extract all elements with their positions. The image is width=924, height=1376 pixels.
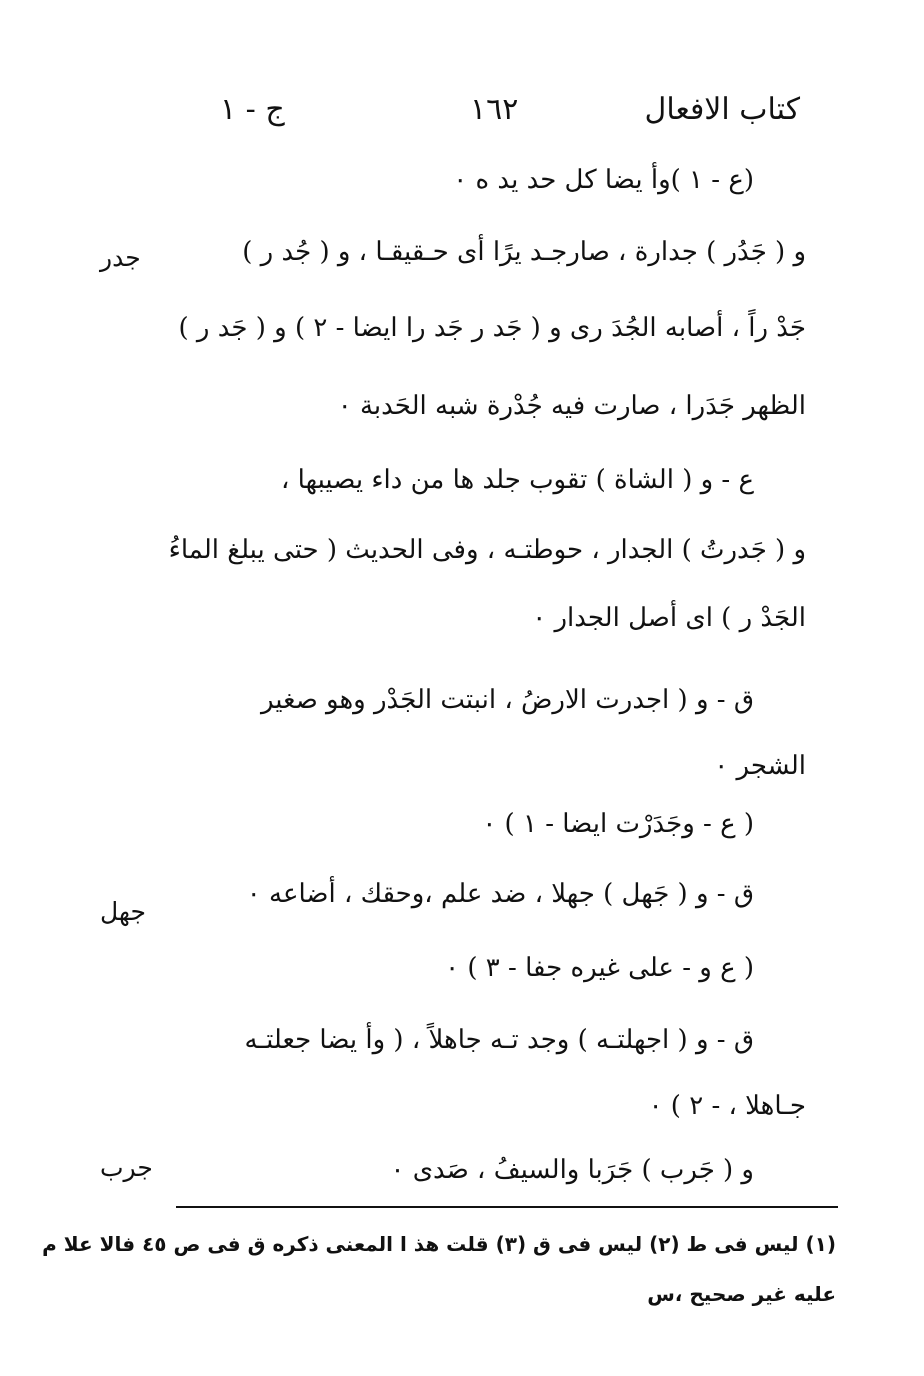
footnote-line-1: (١) ليس فى ط (٢) ليس فى ق (٣) قلت هذ ا المعنى ذكره ق فى ص ٤٥ فالا علا م bbox=[42, 1232, 836, 1256]
book-title: كتاب الافعال bbox=[644, 92, 800, 127]
text-line-12: ( ع و - على غيره جفا - ٣ ) ٠ bbox=[445, 953, 754, 983]
text-line-15: و ( جَرب ) جَرَبا والسيفُ ، صَدى ٠ bbox=[390, 1155, 754, 1185]
text-line-10: ( ع - وجَدَرْت ايضا - ١ ) ٠ bbox=[482, 809, 754, 839]
text-line-9: الشجر ٠ bbox=[714, 751, 806, 781]
margin-root-word: جهل bbox=[100, 897, 146, 926]
text-line-2: و ( جَدُر ) جدارة ، صارجـد يرًا أى حـقيقـا ، و ( جُد ر ) bbox=[242, 237, 806, 267]
text-line-1: (ع - ١ )وأ يضا كل حد يد ه ٠ bbox=[453, 165, 754, 195]
page-header bbox=[200, 92, 800, 142]
page-number: ١٦٢ bbox=[470, 92, 519, 127]
footnote-line-2: عليه غير صحيح ،س bbox=[647, 1282, 836, 1306]
margin-root-word: جرب bbox=[100, 1153, 153, 1182]
text-line-4: الظهر جَدَرا ، صارت فيه جُدْرة شبه الحَدبة ٠ bbox=[337, 391, 806, 421]
text-line-13: ق - و ( اجهلتـه ) وجد تـه جاهلاً ، ( وأ يضا جعلتـه bbox=[244, 1025, 754, 1055]
text-line-7: الجَدْ ر ) اى أصل الجدار ٠ bbox=[532, 603, 806, 633]
text-line-14: جـاهلا ، - ٢ ) ٠ bbox=[648, 1091, 806, 1121]
volume-label: ج - ١ bbox=[220, 92, 285, 127]
footnote-divider bbox=[176, 1206, 838, 1208]
text-line-5: ع - و ( الشاة ) تقوب جلد ها من داء يصيبها ، bbox=[281, 465, 754, 495]
text-line-3: جَدْ راً ، أصابه الجُدَ رى و ( جَد ر جَد را ايضا - ٢ ) و ( جَد ر ) bbox=[178, 313, 806, 343]
text-line-8: ق - و ( اجدرت الارضُ ، انبتت الجَدْر وهو صغير bbox=[260, 685, 754, 715]
margin-root-word: جدر bbox=[100, 243, 141, 272]
text-line-11: ق - و ( جَهل ) جهلا ، ضد علم ،وحقك ، أضاعه ٠ bbox=[246, 879, 754, 909]
text-line-6: و ( جَدرتُ ) الجدار ، حوطتـه ، وفى الحديث ( حتى يبلغ الماءُ bbox=[168, 535, 806, 565]
